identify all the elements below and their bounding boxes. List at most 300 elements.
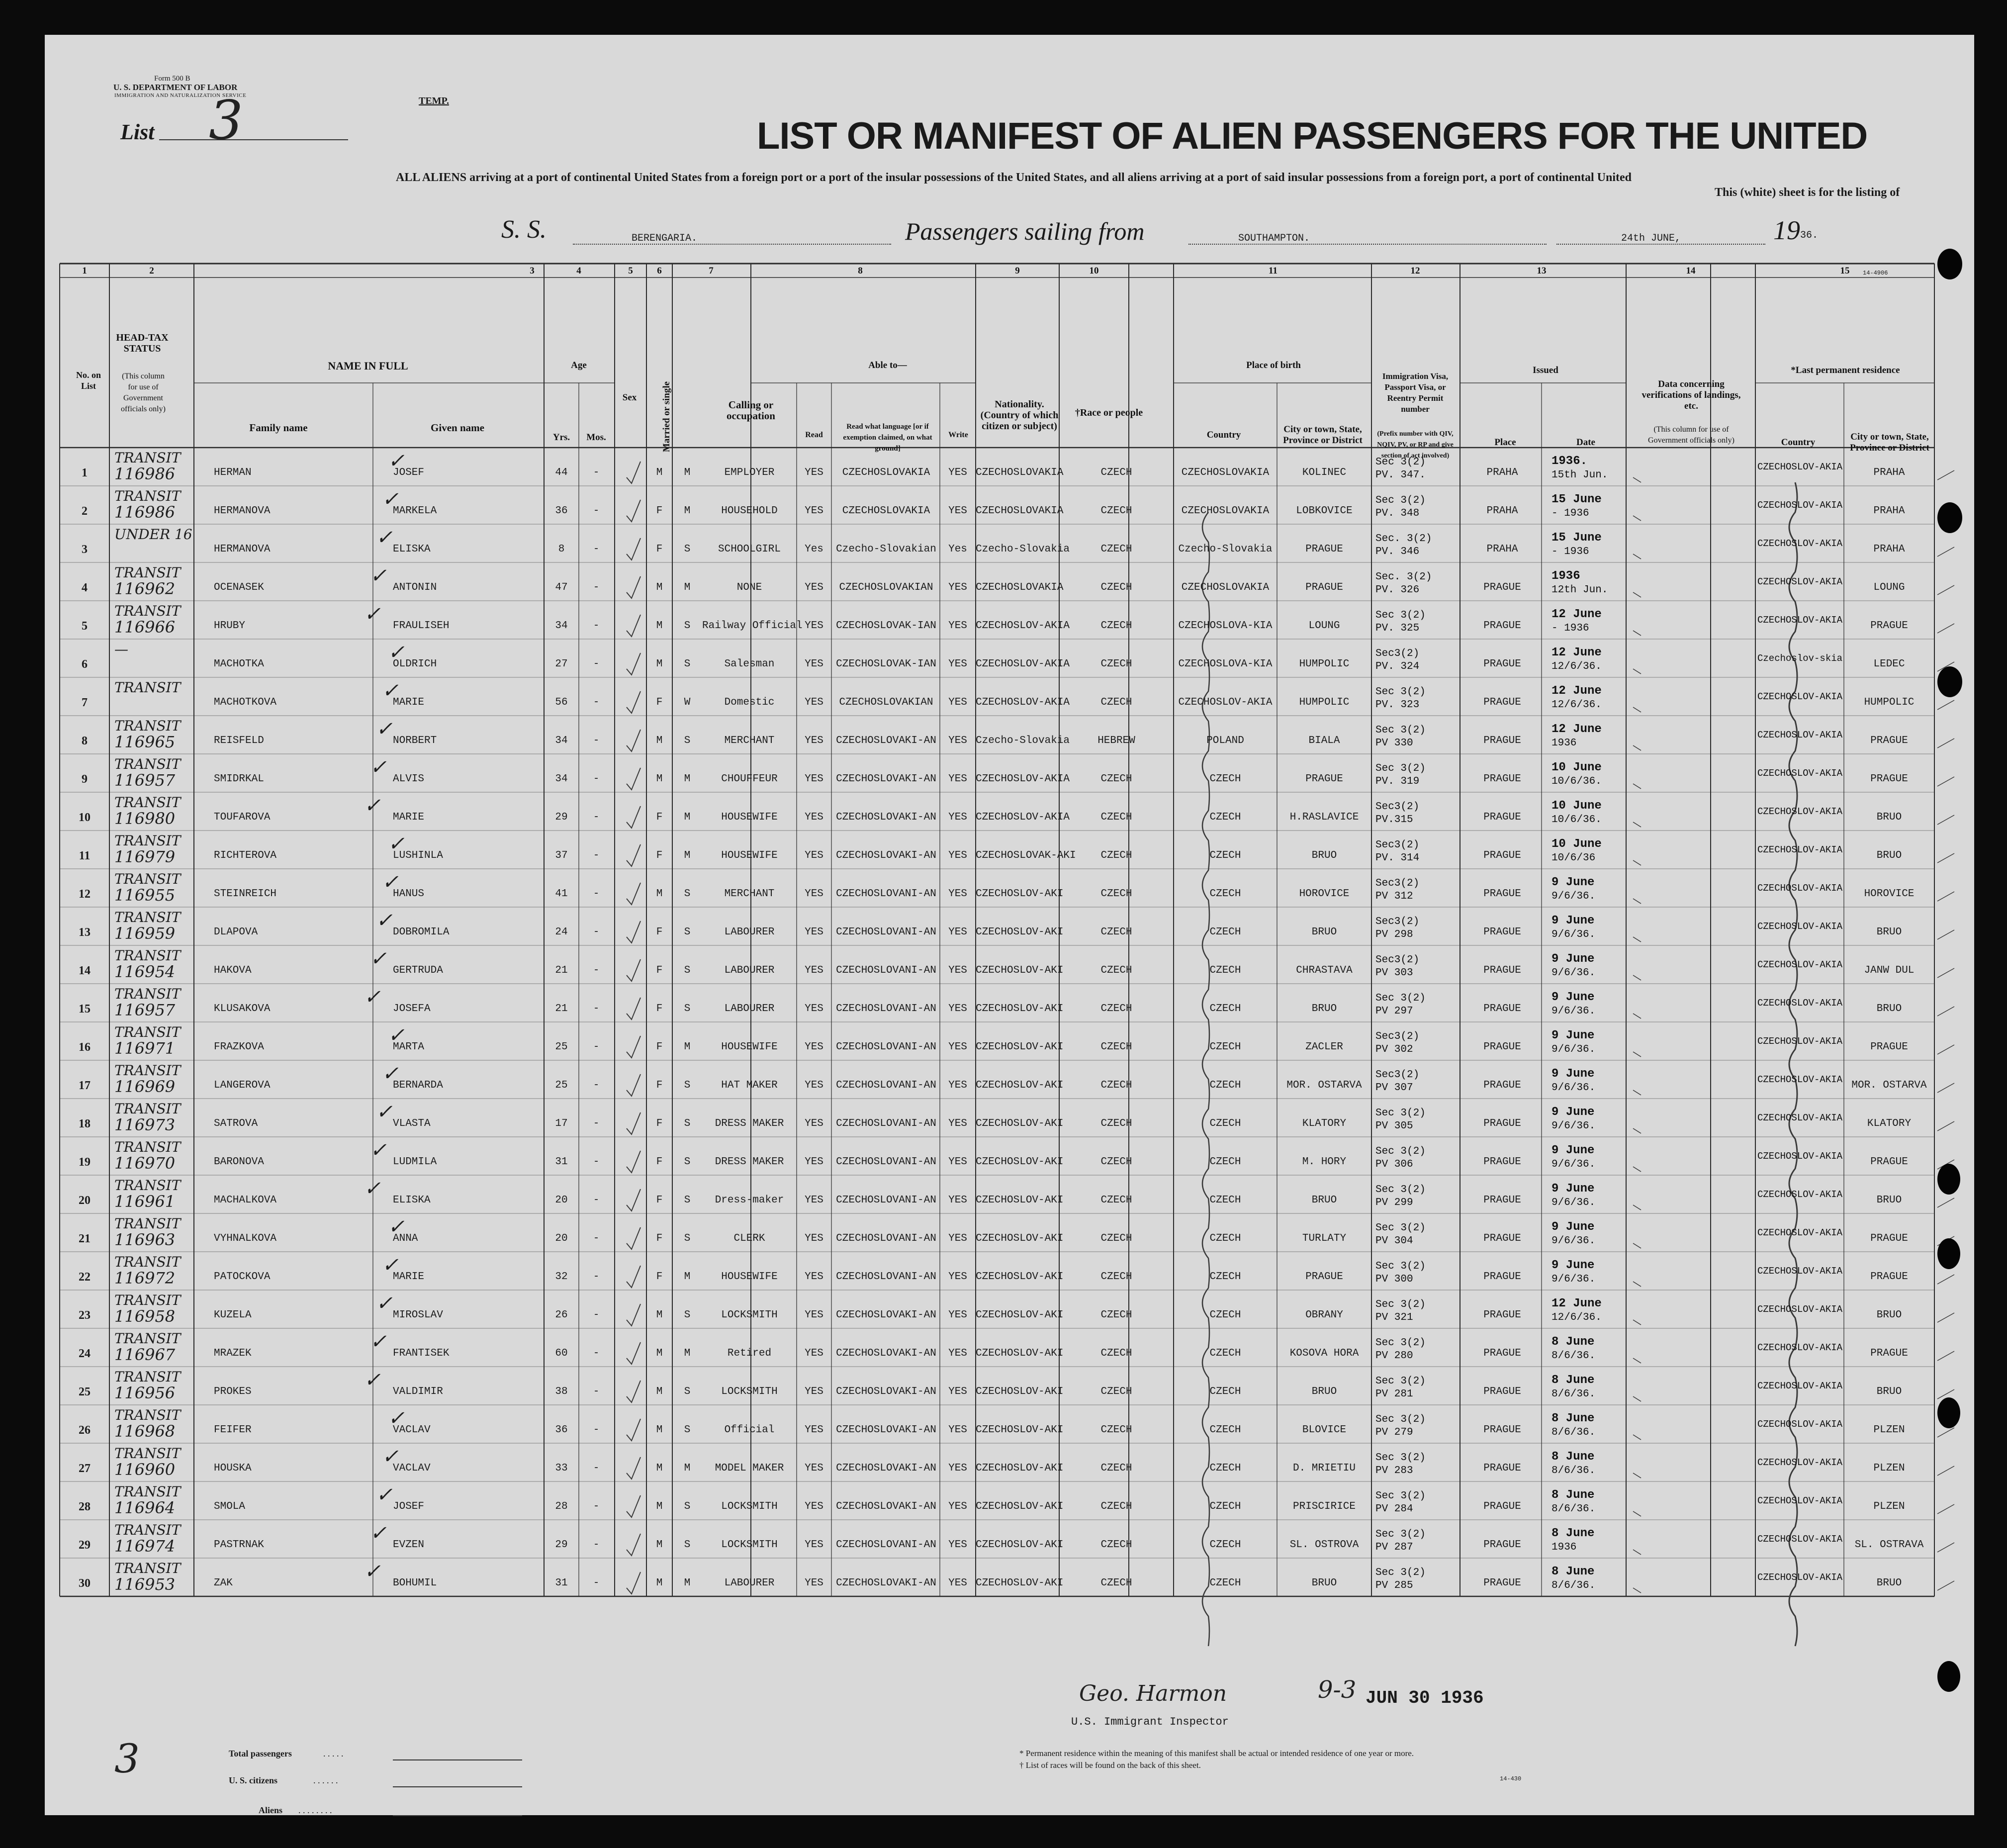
sex: M (656, 1501, 663, 1512)
residence-country: CZECHOSLOV-AKIA (1757, 500, 1843, 511)
row-number: 26 (79, 1424, 91, 1437)
residence-city: BRUO (1876, 1577, 1902, 1589)
age-months: - (593, 505, 600, 517)
birth-country: CZECH (1209, 1118, 1241, 1129)
residence-country: CZECHOSLOV-AKIA (1757, 883, 1843, 894)
head-tax-status: — (114, 641, 128, 657)
issued-date-detail: 12th Jun. (1551, 584, 1608, 596)
can-write: YES (948, 1118, 967, 1129)
age-months: - (593, 850, 600, 861)
issued-date-detail: 9/6/36. (1551, 1044, 1596, 1055)
read-language: CZECHOSLOVAKI-AN (836, 1424, 936, 1436)
can-read: YES (805, 1271, 823, 1283)
residence-city: PRAGUE (1870, 1271, 1908, 1283)
marital-status: S (684, 620, 691, 632)
age-years: 34 (555, 735, 568, 746)
check-mark-icon: ✓ (370, 947, 387, 970)
race: CZECH (1100, 1080, 1132, 1091)
header-visa: Immigration Visa, Passport Visa, or Reentry Permit number (1382, 371, 1449, 414)
sex: M (656, 735, 663, 746)
check-mark-icon: ✓ (370, 564, 387, 587)
can-write: YES (948, 850, 967, 861)
table-row (45, 1137, 1974, 1175)
issued-place: PRAGUE (1483, 1271, 1521, 1283)
head-tax-code: 116956 (114, 1384, 176, 1402)
nationality: CZECHOSLOV-AKI (976, 1118, 1064, 1129)
race: CZECH (1100, 1348, 1132, 1359)
row-number: 18 (79, 1117, 91, 1130)
head-tax-code: 116970 (114, 1154, 176, 1173)
age-months: - (593, 1577, 600, 1589)
residence-city: PLZEN (1873, 1501, 1905, 1512)
family-name: MACHALKOVA (214, 1195, 277, 1206)
issued-date: 8 June (1551, 1488, 1595, 1502)
visa-section: Sec. 3(2) (1375, 571, 1432, 583)
read-language: CZECHOSLOVANI-AN (836, 965, 936, 976)
marital-status: S (684, 735, 691, 746)
visa-number: PV 298 (1375, 929, 1413, 940)
header-verifications: Data concerning verifications of landings, etc. (1642, 379, 1741, 411)
header-given-name: Given name (431, 422, 484, 434)
race: CZECH (1100, 1118, 1132, 1129)
header-sex: Sex (622, 392, 637, 403)
issued-date-detail: 9/6/36. (1551, 891, 1596, 902)
race: CZECH (1100, 1195, 1132, 1206)
family-name: MRAZEK (214, 1348, 252, 1359)
birth-country: CZECHOSLOV-AKIA (1178, 697, 1273, 708)
read-language: CZECHOSLOVAKI-AN (836, 773, 936, 785)
column-number: 12 (1410, 266, 1420, 276)
can-read: YES (805, 1424, 823, 1436)
head-tax-code: 116957 (114, 771, 176, 790)
head-tax-status: TRANSIT (114, 1062, 181, 1079)
age-years: 29 (555, 812, 568, 823)
sex: M (656, 620, 663, 632)
table-row (45, 907, 1974, 945)
visa-section: Sec. 3(2) (1375, 533, 1432, 545)
family-name: MACHOTKA (214, 658, 264, 670)
family-name: PASTRNAK (214, 1539, 264, 1551)
residence-city: PRAGUE (1870, 620, 1908, 632)
header-race: †Race or people (1075, 407, 1143, 418)
residence-city: PRAGUE (1870, 735, 1908, 746)
birth-country: POLAND (1206, 735, 1244, 746)
age-years: 21 (555, 1003, 568, 1015)
total-passengers-line (393, 1759, 522, 1760)
issued-date: 8 June (1551, 1374, 1595, 1387)
can-write: YES (948, 1424, 967, 1436)
age-years: 21 (555, 965, 568, 976)
column-number: 14 (1686, 266, 1696, 276)
row-number: 14 (79, 964, 91, 977)
residence-country: CZECHOSLOV-AKIA (1757, 538, 1843, 549)
issued-date-detail: 9/6/36. (1551, 1082, 1596, 1094)
visa-section: Sec 3(2) (1375, 1414, 1426, 1425)
table-row (45, 831, 1974, 869)
marital-status: S (684, 1233, 691, 1244)
visa-number: PV. 323 (1375, 699, 1420, 711)
service-name: IMMIGRATION AND NATURALIZATION SERVICE (114, 92, 247, 98)
birth-country: CZECH (1209, 888, 1241, 900)
birth-city: PRISCIRICE (1292, 1501, 1356, 1512)
occupation: LOCKSMITH (721, 1386, 778, 1397)
issued-place: PRAGUE (1483, 1463, 1521, 1474)
table-row (45, 1022, 1974, 1060)
family-name: HERMANOVA (214, 505, 271, 517)
residence-country: CZECHOSLOV-AKIA (1757, 1189, 1843, 1200)
issued-place: PRAGUE (1483, 582, 1521, 593)
visa-number: PV 305 (1375, 1120, 1413, 1132)
visa-section: Sec 3(2) (1375, 1337, 1426, 1349)
can-write: YES (948, 1233, 967, 1244)
nationality: CZECHOSLOV-AKIA (976, 658, 1070, 670)
visa-section: Sec 3(2) (1375, 1184, 1426, 1196)
occupation: CHOUFFEUR (721, 773, 778, 785)
check-mark-icon: ✓ (388, 1024, 405, 1047)
header-head-tax-note: (This column for use of Government officials only) (121, 372, 166, 413)
can-write: YES (948, 1156, 967, 1168)
header-birth-city: City or town, State, Province or District (1283, 424, 1363, 446)
manifest-subtitle-2: This (white) sheet is for the listing of (1715, 186, 1900, 199)
family-name: HRUBY (214, 620, 246, 632)
family-name: ZAK (214, 1577, 233, 1589)
inspector-signature: Geo. Harmon (1079, 1681, 1227, 1706)
head-tax-code: 116965 (114, 733, 176, 751)
head-tax-code: 116972 (114, 1269, 176, 1288)
nationality: CZECHOSLOVAK-AKI (976, 850, 1076, 861)
can-read: YES (805, 1463, 823, 1474)
head-tax-status: TRANSIT (114, 909, 181, 925)
residence-country: CZECHOSLOV-AKIA (1757, 1495, 1843, 1506)
age-months: - (593, 544, 600, 555)
can-read: YES (805, 812, 823, 823)
age-years: 31 (555, 1156, 568, 1168)
read-language: CZECHOSLOVAKI-AN (836, 812, 936, 823)
race: CZECH (1100, 850, 1132, 861)
head-tax-status: TRANSIT (114, 1522, 181, 1538)
given-name: VALDIMIR (393, 1386, 443, 1397)
table-row (45, 601, 1974, 639)
nationality: CZECHOSLOV-AKI (976, 1348, 1064, 1359)
nationality: CZECHOSLOVAKIA (976, 505, 1064, 517)
family-name: SATROVA (214, 1118, 258, 1129)
sex: M (656, 582, 663, 593)
residence-country: CZECHOSLOV-AKIA (1757, 959, 1843, 970)
age-months: - (593, 812, 600, 823)
family-name: SMOLA (214, 1501, 246, 1512)
check-mark-icon: ✓ (376, 909, 393, 932)
sex: F (656, 1195, 663, 1206)
marital-status: S (684, 965, 691, 976)
header-family-name: Family name (249, 422, 308, 434)
given-name: FRANTISEK (393, 1348, 450, 1359)
head-tax-code: 116958 (114, 1307, 176, 1326)
read-language: CZECHOSLOVAKI-AN (836, 1463, 936, 1474)
head-tax-status: TRANSIT (114, 1292, 181, 1308)
check-mark-icon: ✓ (364, 603, 381, 626)
port-name: SOUTHAMPTON. (1238, 233, 1310, 244)
residence-country: CZECHOSLOV-AKIA (1757, 1572, 1843, 1583)
list-number: 3 (209, 90, 243, 152)
birth-country: CZECH (1209, 1424, 1241, 1436)
row-number: 15 (79, 1003, 91, 1016)
age-months: - (593, 965, 600, 976)
visa-number: PV 306 (1375, 1159, 1413, 1170)
visa-section: Sec 3(2) (1375, 495, 1426, 506)
residence-country: CZECHOSLOV-AKIA (1757, 462, 1843, 472)
table-row (45, 1252, 1974, 1290)
marital-status: S (684, 1080, 691, 1091)
head-tax-code: 116957 (114, 1001, 176, 1019)
binder-hole (1937, 1397, 1960, 1428)
check-mark-icon: ✓ (376, 1483, 393, 1506)
age-years: 36 (555, 1424, 568, 1436)
issued-date-detail: 12/6/36. (1551, 661, 1602, 672)
issued-date-detail: 8/6/36. (1551, 1350, 1596, 1362)
column-number: 2 (149, 266, 154, 276)
visa-section: Sec3(2) (1375, 839, 1420, 851)
age-years: 38 (555, 1386, 568, 1397)
temp-label: TEMP. (419, 95, 449, 106)
head-tax-code: 116973 (114, 1115, 176, 1134)
check-mark-icon: ✓ (388, 832, 405, 855)
binder-hole (1937, 502, 1962, 533)
age-months: - (593, 620, 600, 632)
table-row (45, 716, 1974, 754)
visa-section: Sec 3(2) (1375, 610, 1426, 621)
head-tax-status: TRANSIT (114, 488, 181, 504)
birth-city: KOLINEC (1302, 467, 1347, 478)
visa-section: Sec3(2) (1375, 648, 1420, 659)
column-number: 9 (1015, 266, 1020, 276)
given-name: JOSEFA (393, 1003, 431, 1015)
binder-hole (1937, 666, 1962, 697)
family-name: FRAZKOVA (214, 1041, 264, 1053)
age-months: - (593, 1348, 600, 1359)
age-months: - (593, 1041, 600, 1053)
marital-status: S (684, 1501, 691, 1512)
marital-status: S (684, 1118, 691, 1129)
issued-date: 1936. (1551, 455, 1588, 468)
family-name: FEIFER (214, 1424, 252, 1436)
marital-status: S (684, 1424, 691, 1436)
head-tax-status: TRANSIT (114, 1369, 181, 1385)
issued-place: PRAGUE (1483, 926, 1521, 938)
occupation: SCHOOLGIRL (718, 544, 781, 555)
header-age: Age (571, 360, 587, 370)
issued-date: 9 June (1551, 914, 1595, 927)
head-tax-code: 116980 (114, 809, 176, 828)
header-birth-country: Country (1206, 430, 1241, 440)
check-mark-icon: ✓ (376, 1101, 393, 1123)
can-read: YES (805, 1041, 823, 1053)
occupation: HAT MAKER (721, 1080, 778, 1091)
visa-number: PV 330 (1375, 738, 1413, 749)
read-language: CZECHOSLOVAKIAN (839, 582, 933, 593)
can-write: YES (948, 1271, 967, 1283)
visa-section: Sec 3(2) (1375, 1299, 1426, 1310)
row-number: 20 (79, 1194, 91, 1207)
header-last-residence: *Last permanent residence (1791, 365, 1900, 375)
marital-status: M (684, 1463, 691, 1474)
can-write: YES (948, 965, 967, 976)
given-name: BERNARDA (393, 1080, 443, 1091)
header-no-on-list: No. on List (76, 370, 101, 391)
aliens-dots: . . . . . . . . (298, 1805, 332, 1815)
table-row (45, 1405, 1974, 1443)
issued-place: PRAGUE (1483, 1424, 1521, 1436)
birth-city: KOSOVA HORA (1289, 1348, 1359, 1359)
row-number: 16 (79, 1041, 91, 1054)
issued-place: PRAGUE (1483, 1195, 1521, 1206)
column-number: 6 (657, 266, 662, 276)
given-name: OLDRICH (393, 658, 437, 670)
family-name: PROKES (214, 1386, 252, 1397)
residence-city: PRAHA (1873, 467, 1905, 478)
issued-date-detail: 10/6/36. (1551, 814, 1602, 826)
marital-status: S (684, 544, 691, 555)
read-language: CZECHOSLOVAKI-AN (836, 850, 936, 861)
residence-country: CZECHOSLOV-AKIA (1757, 806, 1843, 817)
department-name: U. S. DEPARTMENT OF LABOR (113, 83, 238, 92)
nationality: CZECHOSLOV-AKI (976, 1233, 1064, 1244)
head-tax-code: 116954 (114, 962, 176, 981)
visa-section: Sec3(2) (1375, 954, 1420, 966)
sex: F (656, 1233, 663, 1244)
issued-date-detail: 8/6/36. (1551, 1465, 1596, 1477)
age-months: - (593, 1271, 600, 1283)
residence-city: KLATORY (1867, 1118, 1912, 1129)
race: CZECH (1100, 467, 1132, 478)
visa-section: Sec3(2) (1375, 1031, 1420, 1042)
residence-city: BRUO (1876, 1003, 1902, 1015)
issued-place: PRAGUE (1483, 1156, 1521, 1168)
birth-country: CZECH (1209, 812, 1241, 823)
given-name: EVZEN (393, 1539, 425, 1551)
read-language: CZECHOSLOVAKI-AN (836, 735, 936, 746)
sex: F (656, 505, 663, 517)
birth-city: LOBKOVICE (1296, 505, 1353, 517)
age-months: - (593, 1233, 600, 1244)
column-number: 15 (1840, 266, 1850, 276)
visa-number: PV 279 (1375, 1427, 1413, 1438)
can-read: YES (805, 1118, 823, 1129)
read-language: Czecho-Slovakian (836, 544, 936, 555)
read-language: CZECHOSLOVAKIA (842, 505, 930, 517)
row-number: 7 (82, 696, 88, 709)
residence-country: CZECHOSLOV-AKIA (1757, 1112, 1843, 1123)
visa-section: Sec 3(2) (1375, 1452, 1426, 1464)
head-tax-status: TRANSIT (114, 947, 181, 964)
inspector-initials: 9-3 (1318, 1676, 1357, 1704)
can-write: YES (948, 1386, 967, 1397)
header-name-in-full: NAME IN FULL (328, 360, 408, 372)
age-years: 24 (555, 926, 568, 938)
age-years: 47 (555, 582, 568, 593)
total-passengers-label: Total passengers (229, 1749, 292, 1758)
row-number: 19 (79, 1156, 91, 1169)
occupation: Dress-maker (715, 1195, 784, 1206)
row-number: 2 (82, 505, 88, 518)
age-years: 34 (555, 773, 568, 785)
sex: F (656, 926, 663, 938)
sex: M (656, 1386, 663, 1397)
can-read: YES (805, 773, 823, 785)
occupation: LABOURER (724, 1577, 775, 1589)
head-tax-code: 116969 (114, 1077, 176, 1096)
issued-date: 15 June (1551, 493, 1602, 506)
issued-place: PRAHA (1486, 467, 1518, 478)
issued-date: 8 June (1551, 1527, 1595, 1540)
read-language: CZECHOSLOVANI-AN (836, 1118, 936, 1129)
marital-status: M (684, 1271, 691, 1283)
row-number: 3 (82, 543, 88, 556)
race: CZECH (1100, 1309, 1132, 1321)
issued-place: PRAGUE (1483, 658, 1521, 670)
sailing-label: Passengers sailing from (905, 217, 1145, 245)
issued-date: 10 June (1551, 837, 1602, 851)
row-number: 28 (79, 1500, 91, 1513)
binder-hole (1937, 1661, 1960, 1692)
issued-date-detail: 12/6/36. (1551, 699, 1602, 711)
marital-status: M (684, 1348, 691, 1359)
residence-city: BRUO (1876, 926, 1902, 938)
table-row (45, 754, 1974, 792)
visa-section: Sec3(2) (1375, 801, 1420, 813)
given-name: DOBROMILA (393, 926, 450, 938)
birth-city: BLOVICE (1302, 1424, 1347, 1436)
residence-city: BRUO (1876, 850, 1902, 861)
occupation: LOCKSMITH (721, 1539, 778, 1551)
visa-number: PV. 348 (1375, 508, 1420, 519)
visa-number: PV. 347. (1375, 469, 1426, 481)
given-name: JOSEF (393, 467, 425, 478)
issued-date: 12 June (1551, 1297, 1602, 1310)
column-number: 1 (82, 266, 87, 276)
read-language: CZECHOSLOVANI-AN (836, 1195, 936, 1206)
sex: F (656, 1118, 663, 1129)
occupation: Salesman (724, 658, 775, 670)
residence-country: CZECHOSLOV-AKIA (1757, 768, 1843, 779)
head-tax-status: TRANSIT (114, 1483, 181, 1500)
family-name: TOUFAROVA (214, 812, 271, 823)
head-tax-code: 116961 (114, 1192, 176, 1211)
residence-country: CZECHOSLOV-AKIA (1757, 1036, 1843, 1047)
issued-date-detail: 10/6/36. (1551, 776, 1602, 787)
birth-city: PRAGUE (1305, 1271, 1343, 1283)
age-years: 31 (555, 1577, 568, 1589)
visa-number: PV. 314 (1375, 852, 1420, 864)
birth-city: SL. OSTROVA (1289, 1539, 1359, 1551)
sex: F (656, 1271, 663, 1283)
given-name: MARIE (393, 697, 425, 708)
residence-city: PRAHA (1873, 544, 1905, 555)
family-name: BARONOVA (214, 1156, 264, 1168)
race: CZECH (1100, 773, 1132, 785)
footnote-residence: * Permanent residence within the meaning of this manifest shall be actual or intended residence of one year or more. (1019, 1749, 1414, 1758)
marital-status: M (684, 467, 691, 478)
sex: M (656, 888, 663, 900)
family-name: MACHOTKOVA (214, 697, 277, 708)
residence-city: SL. OSTRAVA (1854, 1539, 1924, 1551)
head-tax-status: TRANSIT (114, 1215, 181, 1232)
table-row (45, 1175, 1974, 1213)
visa-section: Sec3(2) (1375, 1069, 1420, 1081)
birth-country: CZECH (1209, 773, 1241, 785)
aliens-line (393, 1815, 522, 1816)
visa-number: PV.315 (1375, 814, 1413, 826)
given-name: LUDMILA (393, 1156, 437, 1168)
